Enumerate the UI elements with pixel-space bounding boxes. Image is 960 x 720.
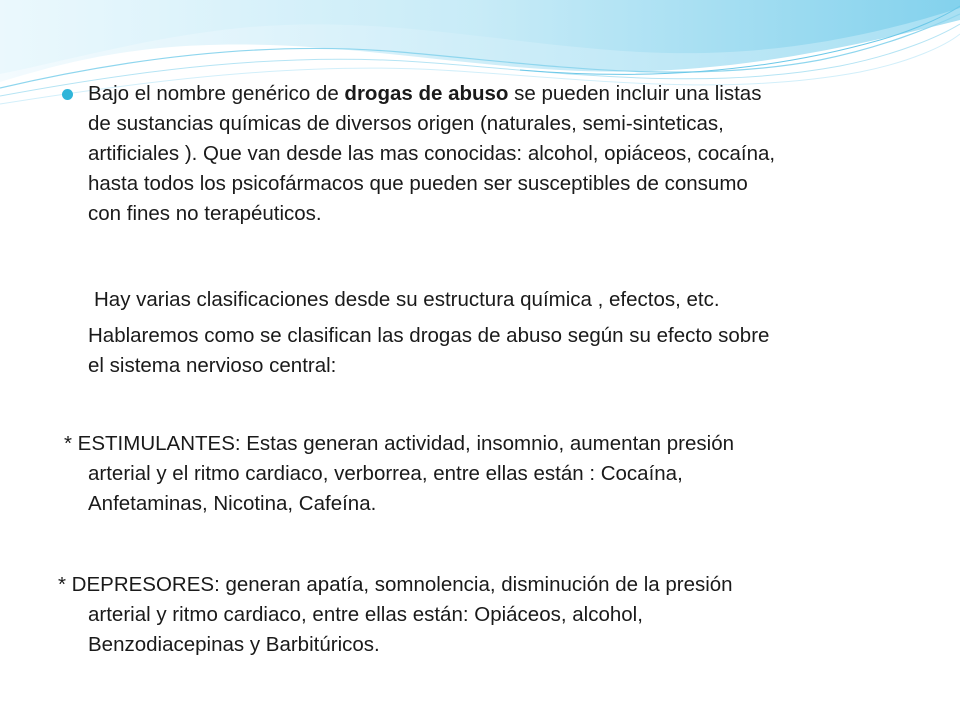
- paragraph-line: Bajo el nombre genérico de drogas de abuso se pueden incluir una listas: [88, 82, 762, 105]
- paragraph-line: * ESTIMULANTES: Estas generan actividad, insomnio, aumentan presión: [64, 432, 734, 455]
- paragraph-line: artificiales ). Que van desde las mas conocidas: alcohol, opiáceos, cocaína,: [88, 142, 776, 165]
- paragraph-line: Hablaremos como se clasifican las drogas de abuso según su efecto sobre: [88, 324, 770, 347]
- paragraph-line: hasta todos los psicofármacos que pueden ser susceptibles de consumo: [88, 172, 748, 195]
- paragraph-estimulantes: [64, 429, 734, 519]
- paragraph-line: Anfetaminas, Nicotina, Cafeína.: [88, 492, 377, 515]
- paragraph-line: arterial y el ritmo cardiaco, verborrea, entre ellas están : Cocaína,: [88, 462, 683, 485]
- paragraph-line: con fines no terapéuticos.: [88, 202, 322, 225]
- paragraph-depresores: [58, 570, 733, 660]
- paragraph-efecto-snc: [88, 321, 769, 381]
- bold-term: drogas de abuso: [344, 82, 509, 105]
- paragraph-clasificaciones: [94, 285, 720, 315]
- paragraph-line: Benzodiacepinas y Barbitúricos.: [88, 633, 380, 656]
- paragraph-drogas-de-abuso: [88, 79, 775, 229]
- bullet-icon: [62, 89, 73, 100]
- paragraph-line: arterial y ritmo cardiaco, entre ellas están: Opiáceos, alcohol,: [88, 603, 643, 626]
- paragraph-line: de sustancias químicas de diversos origen (naturales, semi-sinteticas,: [88, 112, 724, 135]
- paragraph-line: * DEPRESORES: generan apatía, somnolencia, disminución de la presión: [58, 573, 733, 596]
- paragraph-line: el sistema nervioso central:: [88, 354, 337, 377]
- paragraph-line: Hay varias clasificaciones desde su estructura química , efectos, etc.: [94, 288, 720, 311]
